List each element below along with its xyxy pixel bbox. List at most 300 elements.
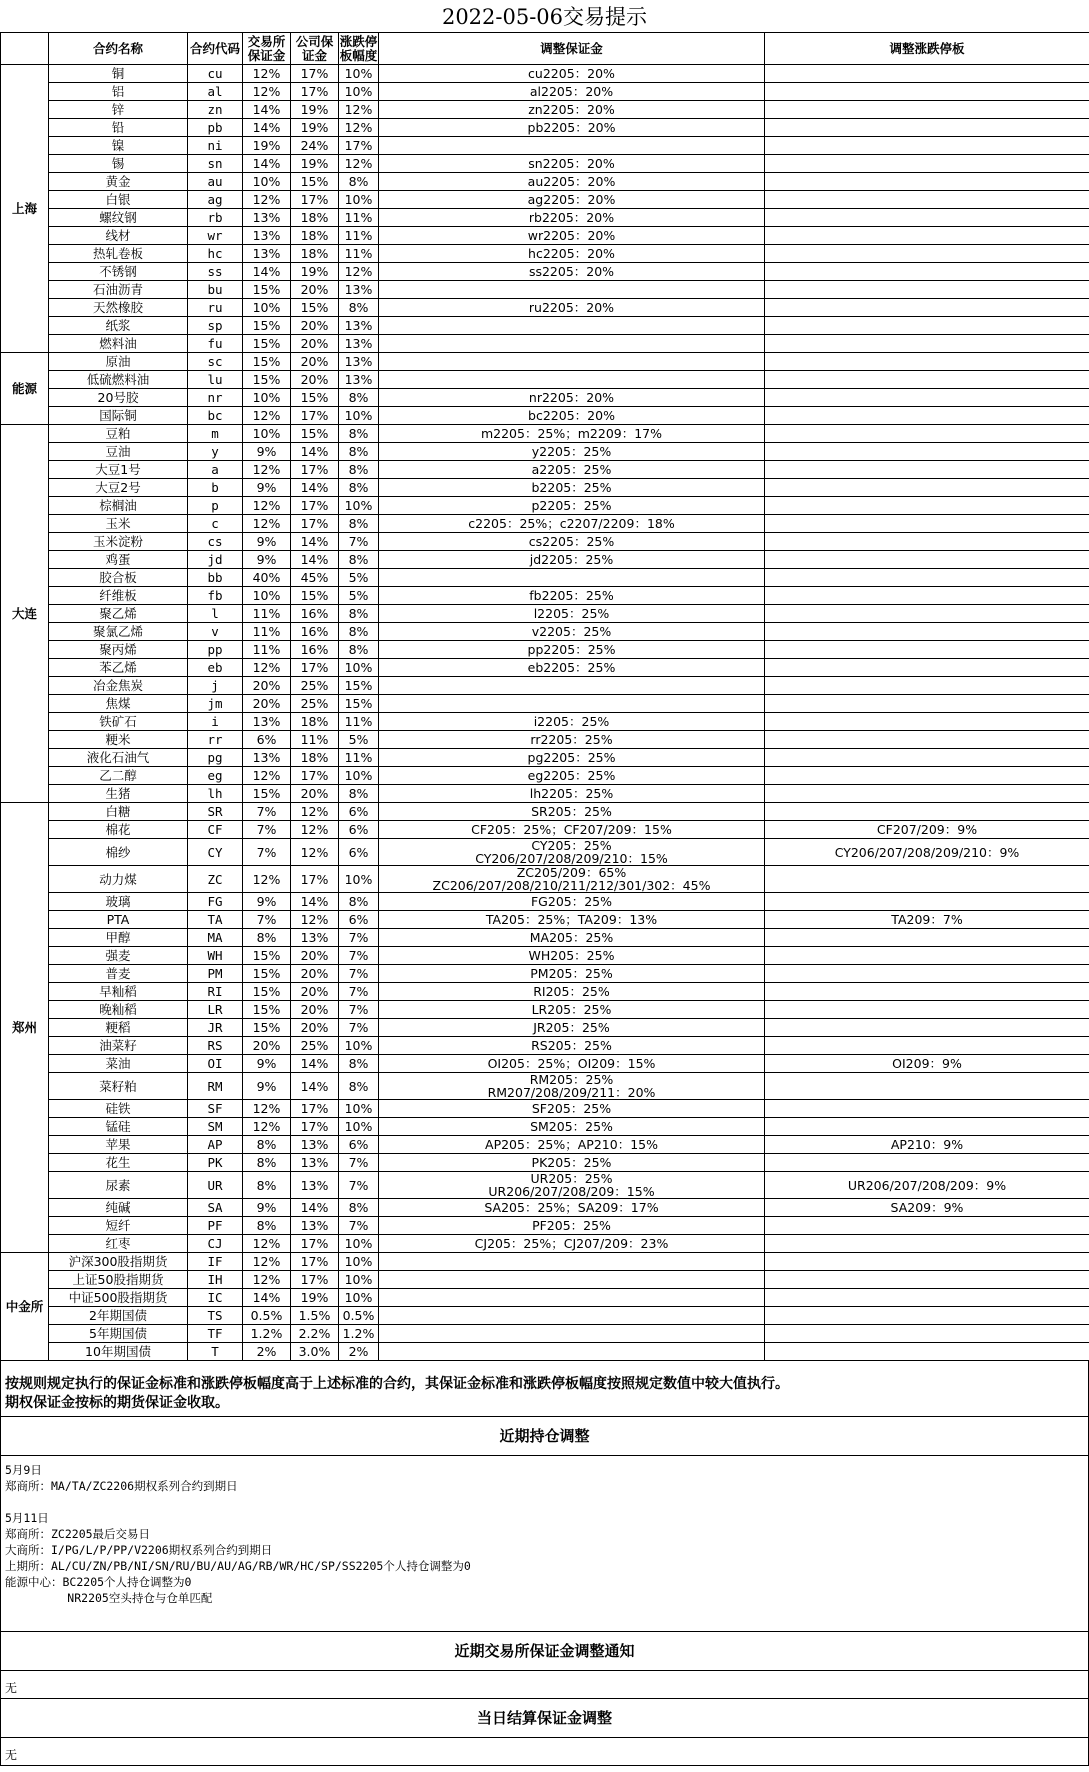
contract-name: 红枣 bbox=[49, 1235, 188, 1253]
exchange-margin: 14% bbox=[243, 155, 291, 173]
contract-code: TS bbox=[188, 1307, 243, 1325]
exchange-margin: 13% bbox=[243, 227, 291, 245]
company-margin: 14% bbox=[291, 533, 339, 551]
adjust-margin bbox=[379, 353, 765, 371]
table-row bbox=[1, 605, 1089, 623]
region-label: 上海 bbox=[1, 65, 49, 353]
adjust-margin: ru2205：20% bbox=[379, 299, 765, 317]
adjust-limit bbox=[765, 785, 1089, 803]
adjust-limit bbox=[765, 947, 1089, 965]
adjust-limit bbox=[765, 677, 1089, 695]
limit: 10% bbox=[339, 1037, 379, 1055]
company-margin: 15% bbox=[291, 389, 339, 407]
limit: 8% bbox=[339, 389, 379, 407]
contract-code: PF bbox=[188, 1217, 243, 1235]
region-label: 能源 bbox=[1, 353, 49, 425]
company-margin: 17% bbox=[291, 1100, 339, 1118]
limit: 10% bbox=[339, 1235, 379, 1253]
limit: 8% bbox=[339, 461, 379, 479]
limit: 17% bbox=[339, 137, 379, 155]
adjust-limit bbox=[765, 155, 1089, 173]
table-row bbox=[1, 1055, 1089, 1073]
exchange-margin: 19% bbox=[243, 137, 291, 155]
adjust-margin-line: ZC206/207/208/210/211/212/301/302：45% bbox=[379, 879, 764, 892]
contract-code: sc bbox=[188, 353, 243, 371]
contract-code: RM bbox=[188, 1073, 243, 1100]
contract-name: 尿素 bbox=[49, 1172, 188, 1199]
adjust-limit bbox=[765, 479, 1089, 497]
table-row bbox=[1, 839, 1089, 866]
contract-code: T bbox=[188, 1343, 243, 1361]
limit: 7% bbox=[339, 983, 379, 1001]
adjust-margin bbox=[379, 1343, 765, 1361]
adjust-limit: AP210：9% bbox=[765, 1136, 1089, 1154]
contract-code: al bbox=[188, 83, 243, 101]
contract-code: bu bbox=[188, 281, 243, 299]
exchange-margin: 15% bbox=[243, 983, 291, 1001]
exchange-margin: 12% bbox=[243, 767, 291, 785]
limit: 10% bbox=[339, 407, 379, 425]
adjust-limit bbox=[765, 65, 1089, 83]
header-company-margin: 公司保证金 bbox=[291, 33, 339, 65]
adjust-margin: m2205：25%；m2209：17% bbox=[379, 425, 765, 443]
limit: 6% bbox=[339, 821, 379, 839]
contract-name: 20号胶 bbox=[49, 389, 188, 407]
contract-name: 甲醇 bbox=[49, 929, 188, 947]
limit: 13% bbox=[339, 281, 379, 299]
page-title: 2022-05-06交易提示 bbox=[0, 0, 1089, 32]
exchange-margin: 9% bbox=[243, 893, 291, 911]
limit: 5% bbox=[339, 587, 379, 605]
table-row bbox=[1, 1343, 1089, 1361]
contract-name: 铝 bbox=[49, 83, 188, 101]
contract-code: eg bbox=[188, 767, 243, 785]
contract-name: 鸡蛋 bbox=[49, 551, 188, 569]
adjust-margin: jd2205：25% bbox=[379, 551, 765, 569]
table-row bbox=[1, 551, 1089, 569]
table-row bbox=[1, 1118, 1089, 1136]
contract-code: ni bbox=[188, 137, 243, 155]
company-margin: 17% bbox=[291, 1271, 339, 1289]
contract-code: FG bbox=[188, 893, 243, 911]
contract-name: 石油沥青 bbox=[49, 281, 188, 299]
table-row bbox=[1, 1325, 1089, 1343]
contract-name: 油菜籽 bbox=[49, 1037, 188, 1055]
table-row bbox=[1, 623, 1089, 641]
table-row bbox=[1, 407, 1089, 425]
table-row bbox=[1, 173, 1089, 191]
contract-name: 上证50股指期货 bbox=[49, 1271, 188, 1289]
exchange-margin: 12% bbox=[243, 65, 291, 83]
adjust-margin: FG205：25% bbox=[379, 893, 765, 911]
company-margin: 20% bbox=[291, 281, 339, 299]
contract-name: 大豆2号 bbox=[49, 479, 188, 497]
adjust-margin: SR205：25% bbox=[379, 803, 765, 821]
exchange-margin: 14% bbox=[243, 1289, 291, 1307]
rule-note bbox=[0, 1361, 1089, 1417]
exchange-margin: 12% bbox=[243, 1253, 291, 1271]
contract-name: 棉纱 bbox=[49, 839, 188, 866]
contract-code: PK bbox=[188, 1154, 243, 1172]
contract-name: 聚乙烯 bbox=[49, 605, 188, 623]
adjust-limit bbox=[765, 263, 1089, 281]
limit: 7% bbox=[339, 965, 379, 983]
adjust-limit bbox=[765, 1217, 1089, 1235]
company-margin: 14% bbox=[291, 479, 339, 497]
contract-code: c bbox=[188, 515, 243, 533]
limit: 11% bbox=[339, 209, 379, 227]
contract-name: 普麦 bbox=[49, 965, 188, 983]
region-label: 中金所 bbox=[1, 1253, 49, 1361]
contract-name: 强麦 bbox=[49, 947, 188, 965]
adjust-limit bbox=[765, 101, 1089, 119]
header-adjust-margin: 调整保证金 bbox=[379, 33, 765, 65]
adjust-limit bbox=[765, 209, 1089, 227]
table-row bbox=[1, 101, 1089, 119]
limit: 8% bbox=[339, 1073, 379, 1100]
limit: 8% bbox=[339, 641, 379, 659]
adjust-margin: CF205：25%；CF207/209：15% bbox=[379, 821, 765, 839]
limit: 10% bbox=[339, 659, 379, 677]
table-row bbox=[1, 731, 1089, 749]
adjust-margin: PM205：25% bbox=[379, 965, 765, 983]
limit: 10% bbox=[339, 866, 379, 893]
exchange-margin: 15% bbox=[243, 947, 291, 965]
limit: 10% bbox=[339, 191, 379, 209]
company-margin: 17% bbox=[291, 1235, 339, 1253]
limit: 6% bbox=[339, 803, 379, 821]
table-row bbox=[1, 119, 1089, 137]
adjust-limit bbox=[765, 191, 1089, 209]
contract-code: lh bbox=[188, 785, 243, 803]
table-row bbox=[1, 1001, 1089, 1019]
adjust-margin: hc2205：20% bbox=[379, 245, 765, 263]
adjust-limit bbox=[765, 749, 1089, 767]
adjust-margin: i2205：25% bbox=[379, 713, 765, 731]
company-margin: 15% bbox=[291, 425, 339, 443]
adjust-margin: MA205：25% bbox=[379, 929, 765, 947]
contract-code: rb bbox=[188, 209, 243, 227]
header-adjust-limit: 调整涨跌停板 bbox=[765, 33, 1089, 65]
company-margin: 19% bbox=[291, 101, 339, 119]
contract-code: CY bbox=[188, 839, 243, 866]
exchange-margin: 8% bbox=[243, 1154, 291, 1172]
table-row bbox=[1, 461, 1089, 479]
table-row bbox=[1, 1307, 1089, 1325]
adjust-margin: y2205：25% bbox=[379, 443, 765, 461]
adjust-margin: WH205：25% bbox=[379, 947, 765, 965]
adjust-margin-line: CY206/207/208/209/210：15% bbox=[379, 852, 764, 865]
contract-code: ZC bbox=[188, 866, 243, 893]
company-margin: 17% bbox=[291, 515, 339, 533]
table-row bbox=[1, 497, 1089, 515]
contract-code: pb bbox=[188, 119, 243, 137]
region-label: 大连 bbox=[1, 425, 49, 803]
adjust-limit bbox=[765, 983, 1089, 1001]
header-name: 合约名称 bbox=[49, 33, 188, 65]
position-adjust-title: 近期持仓调整 bbox=[0, 1417, 1089, 1456]
contract-name: 锰硅 bbox=[49, 1118, 188, 1136]
table-header-row bbox=[1, 33, 1089, 65]
adjust-margin: v2205：25% bbox=[379, 623, 765, 641]
contract-code: ru bbox=[188, 299, 243, 317]
table-row bbox=[1, 929, 1089, 947]
company-margin: 20% bbox=[291, 983, 339, 1001]
company-margin: 25% bbox=[291, 677, 339, 695]
company-margin: 20% bbox=[291, 1019, 339, 1037]
adjust-margin bbox=[379, 371, 765, 389]
company-margin: 16% bbox=[291, 623, 339, 641]
adjust-margin: PK205：25% bbox=[379, 1154, 765, 1172]
contract-code: eb bbox=[188, 659, 243, 677]
contract-name: 不锈钢 bbox=[49, 263, 188, 281]
table-row bbox=[1, 317, 1089, 335]
exchange-margin: 11% bbox=[243, 641, 291, 659]
adjust-margin bbox=[379, 866, 765, 893]
exchange-margin: 9% bbox=[243, 551, 291, 569]
adjust-margin bbox=[379, 1307, 765, 1325]
contract-code: bb bbox=[188, 569, 243, 587]
adjust-limit bbox=[765, 173, 1089, 191]
table-row bbox=[1, 947, 1089, 965]
adjust-limit bbox=[765, 965, 1089, 983]
adjust-limit bbox=[765, 1343, 1089, 1361]
adjust-margin: wr2205：20% bbox=[379, 227, 765, 245]
adjust-limit bbox=[765, 119, 1089, 137]
exchange-margin: 15% bbox=[243, 1019, 291, 1037]
limit: 8% bbox=[339, 785, 379, 803]
contract-name: 苯乙烯 bbox=[49, 659, 188, 677]
limit: 7% bbox=[339, 1172, 379, 1199]
adjust-margin: b2205：25% bbox=[379, 479, 765, 497]
contract-name: 铁矿石 bbox=[49, 713, 188, 731]
contract-code: ss bbox=[188, 263, 243, 281]
contract-name: 纤维板 bbox=[49, 587, 188, 605]
contract-code: WH bbox=[188, 947, 243, 965]
company-margin: 13% bbox=[291, 1154, 339, 1172]
table-row bbox=[1, 1235, 1089, 1253]
exchange-margin: 11% bbox=[243, 623, 291, 641]
limit: 6% bbox=[339, 839, 379, 866]
company-margin: 20% bbox=[291, 335, 339, 353]
adjust-margin: rb2205：20% bbox=[379, 209, 765, 227]
contract-name: 菜油 bbox=[49, 1055, 188, 1073]
contract-name: 中证500股指期货 bbox=[49, 1289, 188, 1307]
adjust-margin-line: ZC205/209：65% bbox=[379, 866, 764, 879]
exchange-margin: 15% bbox=[243, 785, 291, 803]
contract-code: a bbox=[188, 461, 243, 479]
exchange-margin: 12% bbox=[243, 497, 291, 515]
adjust-limit bbox=[765, 1289, 1089, 1307]
contract-code: fu bbox=[188, 335, 243, 353]
contract-name: 国际铜 bbox=[49, 407, 188, 425]
limit: 0.5% bbox=[339, 1307, 379, 1325]
table-row bbox=[1, 263, 1089, 281]
adjust-limit bbox=[765, 587, 1089, 605]
table-row bbox=[1, 191, 1089, 209]
exchange-margin: 9% bbox=[243, 533, 291, 551]
company-margin: 15% bbox=[291, 173, 339, 191]
table-row bbox=[1, 137, 1089, 155]
adjust-limit bbox=[765, 1271, 1089, 1289]
contract-code: jd bbox=[188, 551, 243, 569]
table-row bbox=[1, 1073, 1089, 1100]
adjust-limit: UR206/207/208/209：9% bbox=[765, 1172, 1089, 1199]
contract-name: 低硫燃料油 bbox=[49, 371, 188, 389]
contract-name: 纯碱 bbox=[49, 1199, 188, 1217]
adjust-margin: eg2205：25% bbox=[379, 767, 765, 785]
table-row bbox=[1, 281, 1089, 299]
adjust-margin: p2205：25% bbox=[379, 497, 765, 515]
table-row bbox=[1, 803, 1089, 821]
contract-name: 玉米淀粉 bbox=[49, 533, 188, 551]
limit: 7% bbox=[339, 1019, 379, 1037]
limit: 11% bbox=[339, 713, 379, 731]
adjust-margin: a2205：25% bbox=[379, 461, 765, 479]
company-margin: 18% bbox=[291, 245, 339, 263]
contract-name: 黄金 bbox=[49, 173, 188, 191]
company-margin: 20% bbox=[291, 353, 339, 371]
table-row bbox=[1, 1136, 1089, 1154]
limit: 8% bbox=[339, 425, 379, 443]
contract-code: jm bbox=[188, 695, 243, 713]
header-limit: 涨跌停板幅度 bbox=[339, 33, 379, 65]
limit: 8% bbox=[339, 515, 379, 533]
adjust-limit bbox=[765, 623, 1089, 641]
adjust-limit bbox=[765, 389, 1089, 407]
adjust-margin bbox=[379, 1289, 765, 1307]
contract-name: 线材 bbox=[49, 227, 188, 245]
header-code: 合约代码 bbox=[188, 33, 243, 65]
adjust-limit bbox=[765, 659, 1089, 677]
exchange-margin: 20% bbox=[243, 677, 291, 695]
margin-table bbox=[0, 32, 1089, 1361]
contract-name: 乙二醇 bbox=[49, 767, 188, 785]
exchange-margin: 1.2% bbox=[243, 1325, 291, 1343]
table-row bbox=[1, 569, 1089, 587]
limit: 8% bbox=[339, 299, 379, 317]
exchange-margin: 9% bbox=[243, 1073, 291, 1100]
exchange-margin: 7% bbox=[243, 839, 291, 866]
adjust-margin: CJ205：25%；CJ207/209：23% bbox=[379, 1235, 765, 1253]
exchange-margin: 12% bbox=[243, 659, 291, 677]
adjust-margin: SA205：25%；SA209：17% bbox=[379, 1199, 765, 1217]
table-row bbox=[1, 1271, 1089, 1289]
exchange-margin: 11% bbox=[243, 605, 291, 623]
contract-name: 天然橡胶 bbox=[49, 299, 188, 317]
adjust-limit bbox=[765, 1235, 1089, 1253]
limit: 10% bbox=[339, 1289, 379, 1307]
contract-name: 早籼稻 bbox=[49, 983, 188, 1001]
table-row bbox=[1, 1217, 1089, 1235]
exchange-margin: 15% bbox=[243, 281, 291, 299]
contract-code: wr bbox=[188, 227, 243, 245]
limit: 13% bbox=[339, 335, 379, 353]
table-row bbox=[1, 83, 1089, 101]
adjust-limit: CY206/207/208/209/210：9% bbox=[765, 839, 1089, 866]
limit: 5% bbox=[339, 731, 379, 749]
company-margin: 14% bbox=[291, 1055, 339, 1073]
exchange-margin: 8% bbox=[243, 1136, 291, 1154]
adjust-limit bbox=[765, 407, 1089, 425]
table-row bbox=[1, 425, 1089, 443]
company-margin: 17% bbox=[291, 866, 339, 893]
adjust-limit bbox=[765, 1037, 1089, 1055]
adjust-limit bbox=[765, 929, 1089, 947]
contract-code: OI bbox=[188, 1055, 243, 1073]
adjust-limit bbox=[765, 893, 1089, 911]
table-row bbox=[1, 1199, 1089, 1217]
contract-name: 镍 bbox=[49, 137, 188, 155]
contract-name: 动力煤 bbox=[49, 866, 188, 893]
exchange-margin: 20% bbox=[243, 695, 291, 713]
exchange-margin: 15% bbox=[243, 965, 291, 983]
contract-code: zn bbox=[188, 101, 243, 119]
table-row bbox=[1, 749, 1089, 767]
exchange-notice-body: 无 bbox=[0, 1671, 1089, 1699]
table-row bbox=[1, 227, 1089, 245]
exchange-margin: 10% bbox=[243, 425, 291, 443]
contract-code: nr bbox=[188, 389, 243, 407]
contract-name: 原油 bbox=[49, 353, 188, 371]
company-margin: 12% bbox=[291, 803, 339, 821]
adjust-limit bbox=[765, 371, 1089, 389]
limit: 10% bbox=[339, 1100, 379, 1118]
contract-name: 白银 bbox=[49, 191, 188, 209]
limit: 11% bbox=[339, 749, 379, 767]
limit: 1.2% bbox=[339, 1325, 379, 1343]
contract-name: 5年期国债 bbox=[49, 1325, 188, 1343]
company-margin: 12% bbox=[291, 821, 339, 839]
adjust-margin bbox=[379, 677, 765, 695]
contract-name: 燃料油 bbox=[49, 335, 188, 353]
adjust-limit bbox=[765, 1253, 1089, 1271]
adjust-margin bbox=[379, 1325, 765, 1343]
table-row bbox=[1, 1289, 1089, 1307]
adjust-limit bbox=[765, 281, 1089, 299]
limit: 2% bbox=[339, 1343, 379, 1361]
adjust-limit bbox=[765, 551, 1089, 569]
company-margin: 1.5% bbox=[291, 1307, 339, 1325]
adjust-margin bbox=[379, 1271, 765, 1289]
contract-name: 豆油 bbox=[49, 443, 188, 461]
adjust-margin: nr2205：20% bbox=[379, 389, 765, 407]
contract-code: rr bbox=[188, 731, 243, 749]
table-row bbox=[1, 353, 1089, 371]
exchange-margin: 6% bbox=[243, 731, 291, 749]
contract-code: j bbox=[188, 677, 243, 695]
exchange-margin: 15% bbox=[243, 1001, 291, 1019]
table-body bbox=[1, 65, 1089, 1361]
limit: 10% bbox=[339, 1253, 379, 1271]
table-row bbox=[1, 533, 1089, 551]
exchange-margin: 2% bbox=[243, 1343, 291, 1361]
adjust-margin bbox=[379, 695, 765, 713]
region-label: 郑州 bbox=[1, 803, 49, 1253]
limit: 8% bbox=[339, 605, 379, 623]
adjust-margin: cs2205：25% bbox=[379, 533, 765, 551]
contract-name: 热轧卷板 bbox=[49, 245, 188, 263]
limit: 6% bbox=[339, 1136, 379, 1154]
contract-code: SA bbox=[188, 1199, 243, 1217]
adjust-limit bbox=[765, 335, 1089, 353]
adjust-limit bbox=[765, 605, 1089, 623]
table-row bbox=[1, 245, 1089, 263]
adjust-limit bbox=[765, 1019, 1089, 1037]
table-row bbox=[1, 65, 1089, 83]
company-margin: 17% bbox=[291, 659, 339, 677]
contract-name: 棉花 bbox=[49, 821, 188, 839]
